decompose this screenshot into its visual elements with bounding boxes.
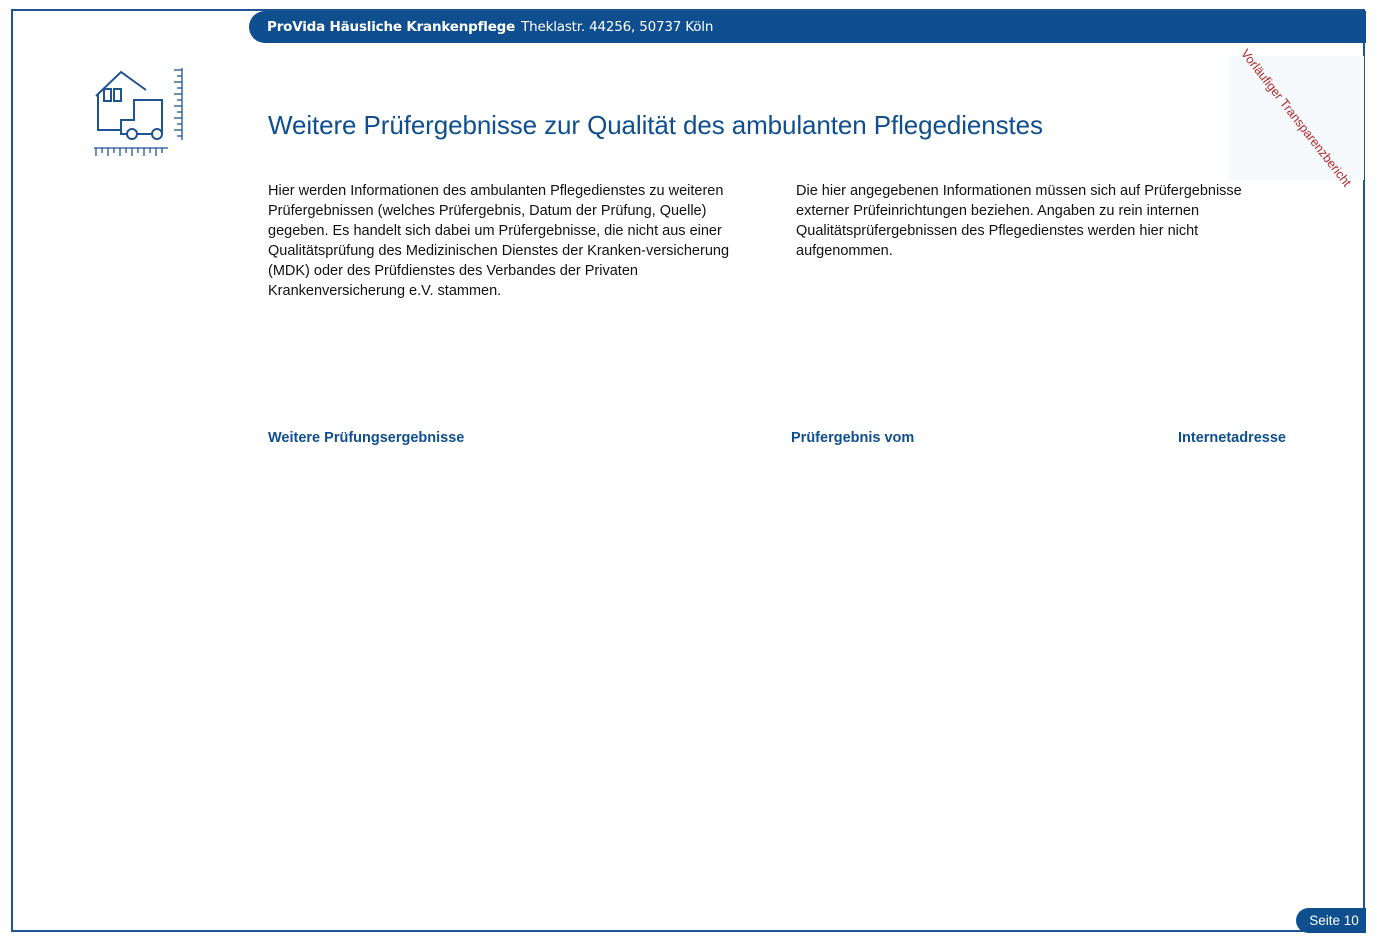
org-name: ProVida Häusliche Krankenpflege (267, 19, 516, 35)
page-number: Seite 10 (1309, 913, 1359, 928)
intro-left: Hier werden Informationen des ambulanten Pflegedienstes zu weiteren Prüfergebnissen (welches Prüfergebnis, Datum der Prüfung, Quelle) gegeben. Es handelt sich dabei um Prüfergebnisse, die nicht aus einer Qualitätsprüfung des Medizinischen Dienstes der Kranken-versicherung (MDK) oder des Prüfdienstes des Verbandes der Privaten Krankenversicherung e.V. stammen. (268, 183, 730, 299)
header-bar (249, 11, 1366, 43)
draft-stamp-text: Vorläufiger Transparenzbericht (1238, 46, 1354, 190)
page-frame (11, 9, 1365, 932)
column-header-date: Prüfergebnis vom (791, 430, 915, 446)
page-number-badge (1296, 908, 1366, 933)
page-title: Weitere Prüfergebnisse zur Qualität des ambulanten Pflegedienstes (268, 110, 1043, 140)
column-header-results: Weitere Prüfungsergebnisse (268, 430, 465, 446)
draft-stamp (1228, 46, 1364, 190)
column-header-url: Internetadresse (1178, 430, 1286, 446)
org-address: Theklastr. 44256, 50737 Köln (521, 19, 714, 35)
house-vehicle-icon (88, 64, 188, 160)
intro-right: Die hier angegebenen Informationen müssen sich auf Prüfergebnisse externer Prüfeinrichtungen beziehen. Angaben zu rein internen Qualitätsprüfergebnissen des Pflegedienstes werden hier nicht aufgenommen. (796, 183, 1242, 259)
